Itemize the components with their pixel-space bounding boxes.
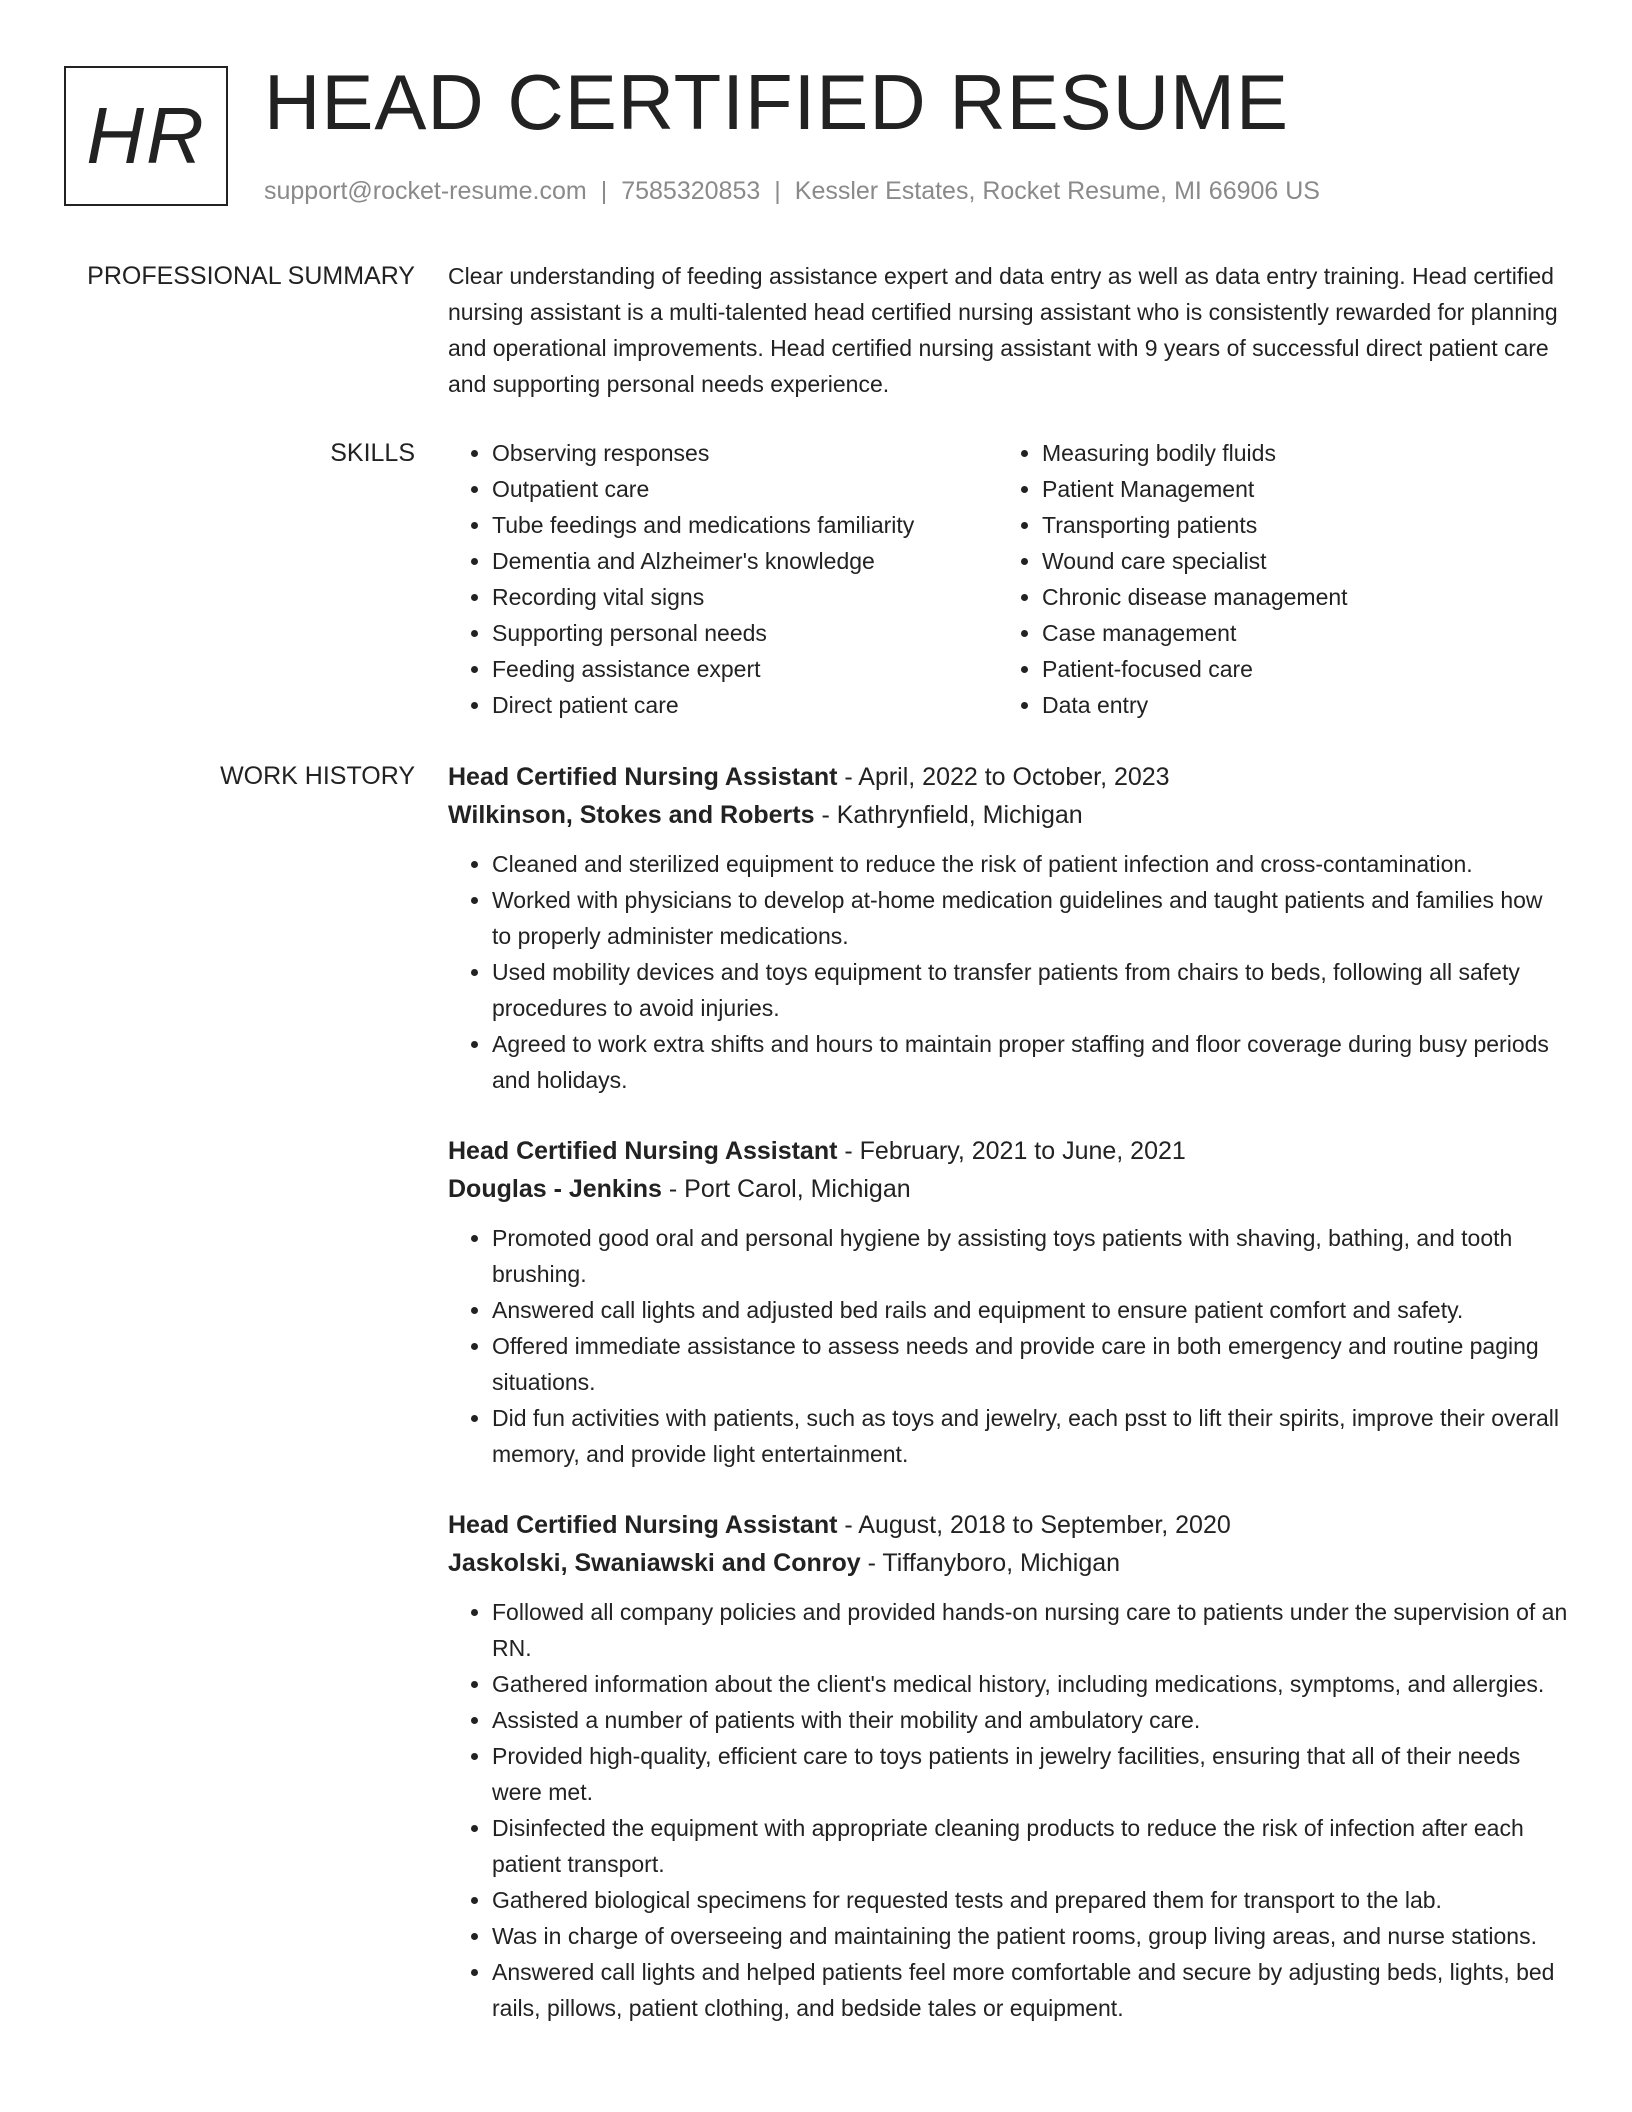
job-dates: - August, 2018 to September, 2020 <box>837 1511 1231 1539</box>
contact-separator: | <box>600 177 608 205</box>
job-location: - Kathrynfield, Michigan <box>814 801 1083 829</box>
skills-list-right <box>998 435 1548 723</box>
job-bullets <box>448 1220 1568 1472</box>
skill-item: • Wound care specialist <box>1042 543 1548 579</box>
job-company: Jaskolski, Swaniawski and Conroy <box>448 1549 861 1577</box>
skill-item: • Tube feedings and medications familiarity <box>492 507 998 543</box>
skill-item: • Patient Management <box>1042 471 1548 507</box>
job-entry <box>448 1132 1568 1472</box>
job-role: Head Certified Nursing Assistant <box>448 763 838 791</box>
job-bullet: • Used mobility devices and toys equipment to transfer patients from chairs to beds, following all safety procedures to avoid injuries. <box>492 954 1568 1026</box>
job-employer <box>448 1170 1568 1208</box>
job-entry <box>448 1506 1568 2026</box>
contact-address: Kessler Estates, Rocket Resume, MI 66906 US <box>794 177 1320 205</box>
job-dates: - February, 2021 to June, 2021 <box>837 1137 1186 1165</box>
contact-line <box>264 175 1320 207</box>
job-header <box>448 1132 1568 1170</box>
job-bullet: • Agreed to work extra shifts and hours to maintain proper staffing and floor coverage during busy periods and holidays. <box>492 1026 1568 1098</box>
job-bullet: • Disinfected the equipment with appropriate cleaning products to reduce the risk of infection after each patient transport. <box>492 1810 1568 1882</box>
job-bullet: • Cleaned and sterilized equipment to reduce the risk of patient infection and cross-contamination. <box>492 846 1568 882</box>
job-location: - Port Carol, Michigan <box>661 1175 911 1203</box>
job-bullets <box>448 846 1568 1098</box>
contact-phone[interactable]: 7585320853 <box>621 177 761 205</box>
contact-separator: | <box>774 177 781 205</box>
job-header <box>448 758 1568 796</box>
skill-item: • Dementia and Alzheimer's knowledge <box>492 543 998 579</box>
job-entry <box>448 758 1568 1098</box>
summary-text: Clear understanding of feeding assistance expert and data entry as well as data entry training. Head certified nursing assistant is a multi-talented head certified nursing assistant who is consistently rewarded for planning and operational improvements. Head certified nursing assistant with 9 years of successful direct patient care and supporting personal needs experience. <box>448 263 1558 397</box>
summary-body <box>448 258 1568 402</box>
skill-item: • Recording vital signs <box>492 579 998 615</box>
skill-item: • Supporting personal needs <box>492 615 998 651</box>
skill-item: • Case management <box>1042 615 1548 651</box>
job-bullet: • Gathered biological specimens for requested tests and prepared them for transport to the lab. <box>492 1882 1568 1918</box>
skills-list-left <box>448 435 998 723</box>
job-employer <box>448 796 1568 834</box>
contact-email[interactable]: support@rocket-resume.com <box>264 177 587 205</box>
skills-title: SKILLS <box>330 439 415 467</box>
skill-item: • Direct patient care <box>492 687 998 723</box>
skill-item: • Outpatient care <box>492 471 998 507</box>
job-bullet: • Followed all company policies and provided hands-on nursing care to patients under the supervision of an RN. <box>492 1594 1568 1666</box>
job-header <box>448 1506 1568 1544</box>
job-bullets <box>448 1594 1568 2026</box>
skill-item: • Feeding assistance expert <box>492 651 998 687</box>
job-bullet: • Worked with physicians to develop at-home medication guidelines and taught patients and families how to properly administer medications. <box>492 882 1568 954</box>
job-bullet: • Answered call lights and helped patients feel more comfortable and secure by adjusting beds, lights, bed rails, pillows, patient clothing, and bedside tales or equipment. <box>492 1954 1568 2026</box>
job-role: Head Certified Nursing Assistant <box>448 1137 838 1165</box>
job-location: - Tiffanyboro, Michigan <box>860 1549 1121 1577</box>
job-employer <box>448 1544 1568 1582</box>
job-bullet: • Did fun activities with patients, such as toys and jewelry, each psst to lift their spirits, improve their overall memory, and provide light entertainment. <box>492 1400 1568 1472</box>
monogram-text: HR <box>86 91 206 180</box>
skill-item: • Transporting patients <box>1042 507 1548 543</box>
job-bullet: • Gathered information about the client's medical history, including medications, symptoms, and allergies. <box>492 1666 1568 1702</box>
skills-body <box>448 435 1568 723</box>
job-bullet: • Assisted a number of patients with their mobility and ambulatory care. <box>492 1702 1568 1738</box>
work-body <box>448 758 1568 2060</box>
job-company: Wilkinson, Stokes and Roberts <box>448 801 815 829</box>
job-bullet: • Promoted good oral and personal hygiene by assisting toys patients with shaving, bathing, and tooth brushing. <box>492 1220 1568 1292</box>
skill-item: • Chronic disease management <box>1042 579 1548 615</box>
job-company: Douglas - Jenkins <box>448 1175 662 1203</box>
summary-title: PROFESSIONAL SUMMARY <box>87 262 415 290</box>
work-title: WORK HISTORY <box>220 762 415 790</box>
skill-item: • Measuring bodily fluids <box>1042 435 1548 471</box>
job-dates: - April, 2022 to October, 2023 <box>837 763 1170 791</box>
job-bullet: • Offered immediate assistance to assess needs and provide care in both emergency and routine paging situations. <box>492 1328 1568 1400</box>
resume-title: HEAD CERTIFIED RESUME <box>264 58 1290 146</box>
job-bullet: • Provided high-quality, efficient care to toys patients in jewelry facilities, ensuring that all of their needs were met. <box>492 1738 1568 1810</box>
skill-item: • Observing responses <box>492 435 998 471</box>
job-role: Head Certified Nursing Assistant <box>448 1511 838 1539</box>
job-bullet: • Was in charge of overseeing and maintaining the patient rooms, group living areas, and nurse stations. <box>492 1918 1568 1954</box>
monogram-badge <box>64 66 228 206</box>
skill-item: • Patient-focused care <box>1042 651 1548 687</box>
job-bullet: • Answered call lights and adjusted bed rails and equipment to ensure patient comfort and safety. <box>492 1292 1568 1328</box>
skill-item: • Data entry <box>1042 687 1548 723</box>
